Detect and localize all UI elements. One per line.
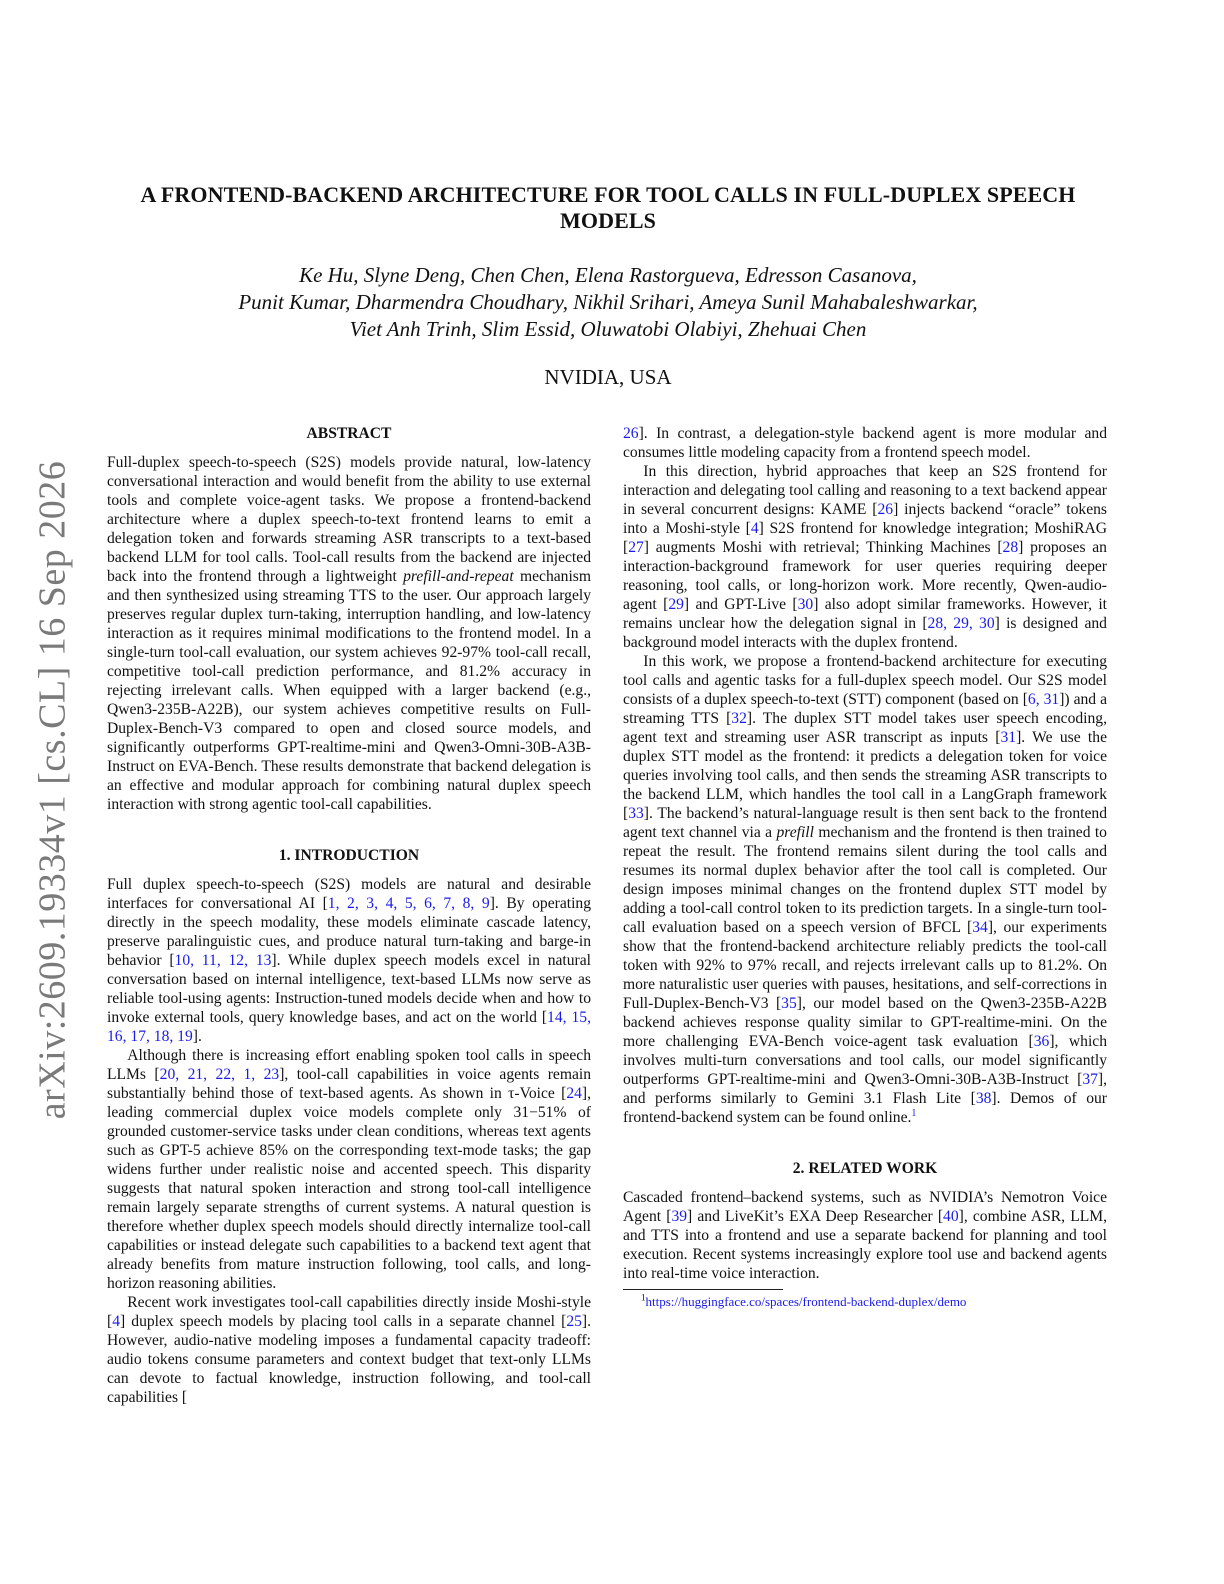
intro-paragraph: Although there is increasing effort enabling spoken tool calls in speech LLMs [20, 21, 22, 1, 23], tool-call capabilities in voice agents remain substantially behind those of text-based agents. As shown in τ-Voice [24], leading commercial duplex voice models complete only 31−51% of grounded customer-service tasks under clean conditions, whereas text agents such as GPT-5 achieve 85% on the corresponding text-mode tasks; the gap widens further under realistic noise and accented speech. This disparity suggests that natural spoken interaction and strong tool-call intelligence remain largely separate strengths of current systems. A natural question is therefore whether duplex speech models should directly internalize tool-call capabilities or instead delegate such capabilities to a backend text agent that already benefits from mature instruction following, tool calls, and long-horizon reasoning abilities. xyxy=(107,1047,592,1292)
citation-link[interactable]: 10, 11, 12, 13 xyxy=(174,952,272,969)
author-line: Viet Anh Trinh, Slim Essid, Oluwatobi Olabiyi, Zhehuai Chen xyxy=(349,317,867,341)
citation-link[interactable]: 25 xyxy=(566,1313,582,1330)
citation-link[interactable]: 31 xyxy=(1000,729,1017,746)
citation-link[interactable]: 26 xyxy=(877,501,894,518)
citation-link[interactable]: 39 xyxy=(671,1208,688,1225)
citation-link[interactable]: 33 xyxy=(628,805,644,822)
demo-url-link[interactable]: https://huggingface.co/spaces/frontend-backend-duplex/demo xyxy=(645,1294,967,1309)
citation-link[interactable]: 32 xyxy=(731,710,747,727)
section-heading-related-work: 2. RELATED WORK xyxy=(792,1160,938,1177)
affiliation: NVIDIA, USA xyxy=(544,365,672,389)
right-column xyxy=(623,424,1107,1310)
intro-paragraph-continued: 26]. In contrast, a delegation-style backend agent is more modular and consumes little modeling capacity from a frontend speech model. xyxy=(623,425,1107,461)
citation-link[interactable]: 34 xyxy=(972,919,988,936)
citation-link[interactable]: 40 xyxy=(943,1208,959,1225)
intro-paragraph: In this direction, hybrid approaches that keep an S2S frontend for interaction and delegating tool calling and reasoning to a text backend appear in several concurrent designs: KAME [26] injects backend “oracle” tokens into a Moshi-style [4] S2S frontend for knowledge integration; MoshiRAG [27] augments Moshi with retrieval; Thinking Machines [28] proposes an interaction-background framework for user queries requiring deeper reasoning, tool calls, or long-horizon work. More recently, Qwen-audio-agent [29] and GPT-Live [30] also adopt similar frameworks. However, it remains unclear how the delegation signal in [28, 29, 30] is designed and background model interacts with the duplex frontend. xyxy=(623,463,1107,651)
citation-link[interactable]: 4 xyxy=(750,520,759,537)
footnote xyxy=(623,1294,1107,1310)
title-line: MODELS xyxy=(560,208,656,233)
citation-link[interactable]: 30 xyxy=(797,596,814,613)
section-heading-introduction: 1. INTRODUCTION xyxy=(278,847,420,864)
footnote-marker[interactable]: 1 xyxy=(911,1107,917,1119)
citation-link[interactable]: 24 xyxy=(566,1085,582,1102)
citation-link[interactable]: 28, 29, 30 xyxy=(927,615,995,632)
author-list xyxy=(108,262,1108,343)
abstract-heading: ABSTRACT xyxy=(306,425,392,442)
citation-link[interactable]: 29 xyxy=(668,596,684,613)
intro-paragraph: Full duplex speech-to-speech (S2S) models are natural and desirable interfaces for conversational AI [1, 2, 3, 4, 5, 6, 7, 8, 9]. By operating directly in the speech modality, these models eliminate cascade latency, preserve paralinguistic cues, and produce natural turn-taking and barge-in behavior [10, 11, 12, 13]. While duplex speech models excel in natural conversation based on internal intelligence, text-based LLMs now serve as reliable tool-using agents: Instruction-tuned models decide when and how to invoke external tools, query knowledge bases, and act on the world [14, 15, 16, 17, 18, 19]. xyxy=(107,876,592,1045)
footnote-divider xyxy=(623,1289,783,1290)
intro-paragraph: Recent work investigates tool-call capabilities directly inside Moshi-style [4] duplex speech models by placing tool calls in a separate channel [25]. However, audio-native modeling imposes a fundamental capacity tradeoff: audio tokens consume parameters and context budget that text-only LLMs can devote to factual knowledge, instruction following, and tool-call capabilities [ xyxy=(107,1294,591,1406)
citation-link[interactable]: 36 xyxy=(1033,1033,1050,1050)
citation-link[interactable]: 20, 21, 22, 1, 23 xyxy=(159,1066,280,1083)
citation-link[interactable]: 35 xyxy=(781,995,797,1012)
citation-link[interactable]: 6, 31 xyxy=(1027,691,1060,708)
arxiv-identifier: arXiv:2609.19334v1 [cs.CL] 16 Sep 2026 xyxy=(31,460,74,1120)
title-line: A FRONTEND-BACKEND ARCHITECTURE FOR TOOL CALLS IN FULL-DUPLEX SPEECH xyxy=(140,182,1076,207)
paragraph-continued: ]. However, audio-native modeling imposes a fundamental capacity tradeoff: audio tokens consume parameters and context budget that text-only LLMs can devote to factual knowledge, instruction following, and tool-call capabilities [ xyxy=(107,1313,591,1406)
citation-link[interactable]: 14, 15, 16, 17, 18, 19 xyxy=(107,1009,591,1045)
footnote-number: 1 xyxy=(641,1292,646,1303)
related-work-paragraph: Cascaded frontend–backend systems, such as NVIDIA’s Nemotron Voice Agent [39] and LiveKit’s EXA Deep Researcher [40], combine ASR, LLM, and TTS into a frontend and use a separate backend for planning and tool execution. Recent systems increasingly explore tool use and backend agents into real-time voice interaction. xyxy=(623,1189,1108,1282)
citation-link[interactable]: 38 xyxy=(975,1090,992,1107)
citation-link[interactable]: 37 xyxy=(1082,1071,1098,1088)
arxiv-side-stamp xyxy=(22,440,82,1140)
citation-link[interactable]: 1, 2, 3, 4, 5, 6, 7, 8, 9 xyxy=(327,895,490,912)
author-line: Ke Hu, Slyne Deng, Chen Chen, Elena Rastorgueva, Edresson Casanova, xyxy=(299,263,917,287)
intro-paragraph: In this work, we propose a frontend-backend architecture for executing tool calls and agentic tasks for a full-duplex speech model. Our S2S model consists of a duplex speech-to-text (STT) component (based on [6, 31]) and a streaming TTS [32]. The duplex STT model takes user speech encoding, agent text and streaming user ASR transcript as inputs [31]. We use the duplex STT model as the frontend: it predicts a delegation token for voice queries involving tool calls, and then sends the streaming ASR transcripts to the backend LLM, which handles the tool call in a LangGraph framework [33]. The backend’s natural-language result is then sent back to the frontend agent text channel via a prefill mechanism and the frontend is then trained to repeat the result. The frontend remains silent during the tool calls and resumes its normal duplex behavior after the tool call is completed. Our design imposes minimal changes on the frontend duplex STT model by adding a tool-call control token to its prediction targets. In a single-turn tool-call evaluation based on a speech version of BFCL [34], our experiments show that the frontend-backend architecture reliably predicts the tool-call token with 92% to 97% recall, and rejects irrelevant calls up to 81.2%. On more naturalistic user queries with pauses, hesitations, and self-corrections in Full-Duplex-Bench-V3 [35], our model based on the Qwen3-235B-A22B backend achieves response quality similar to GPT-realtime-mini. On the more challenging EVA-Bench voice-agent task evaluation [36], which involves multi-turn conversations and tool calls, our model significantly outperforms GPT-realtime-mini and Qwen3-Omni-30B-A3B-Instruct [37], and performs similarly to Gemini 3.1 Flash Lite [38]. Demos of our frontend-backend system can be found online.$^1$ xyxy=(623,653,1108,1126)
citation-link[interactable]: 28 xyxy=(1002,539,1019,556)
paper-title xyxy=(108,182,1108,234)
citation-link[interactable]: 27 xyxy=(628,539,644,556)
author-line: Punit Kumar, Dharmendra Choudhary, Nikhil Srihari, Ameya Sunil Mahabaleshwarkar, xyxy=(238,290,978,314)
abstract-paragraph: Full-duplex speech-to-speech (S2S) models provide natural, low-latency conversational interaction and would benefit from the ability to use external tools and complete voice-agent tasks. We propose a frontend-backend architecture where a duplex speech-to-text frontend learns to emit a delegation token and forwards streaming ASR transcripts to a text-based backend LLM for tool calls. Tool-call results from the backend are injected back into the frontend through a lightweight prefill-and-repeat mechanism and then synthesized using streaming TTS to the user. Our approach largely preserves regular duplex turn-taking, interruption handling, and low-latency interaction as it requires minimal modifications to the frontend model. In a single-turn tool-call evaluation, our system achieves 92-97% tool-call recall, competitive tool-call prediction performance, and 81.2% accuracy in rejecting irrelevant calls. When equipped with a larger backend (e.g., Qwen3-235B-A22B), our system achieves competitive results on Full-Duplex-Bench-V3 compared to open and closed source models, and significantly outperforms GPT-realtime-mini and Qwen3-Omni-30B-A3B-Instruct on EVA-Bench. These results demonstrate that backend delegation is an effective and modular approach for combining natural duplex speech interaction with strong agentic tool-call capabilities. xyxy=(107,454,591,813)
left-column xyxy=(107,424,591,1407)
citation-link[interactable]: 4 xyxy=(112,1313,120,1330)
citation-link[interactable]: 26 xyxy=(623,425,639,442)
